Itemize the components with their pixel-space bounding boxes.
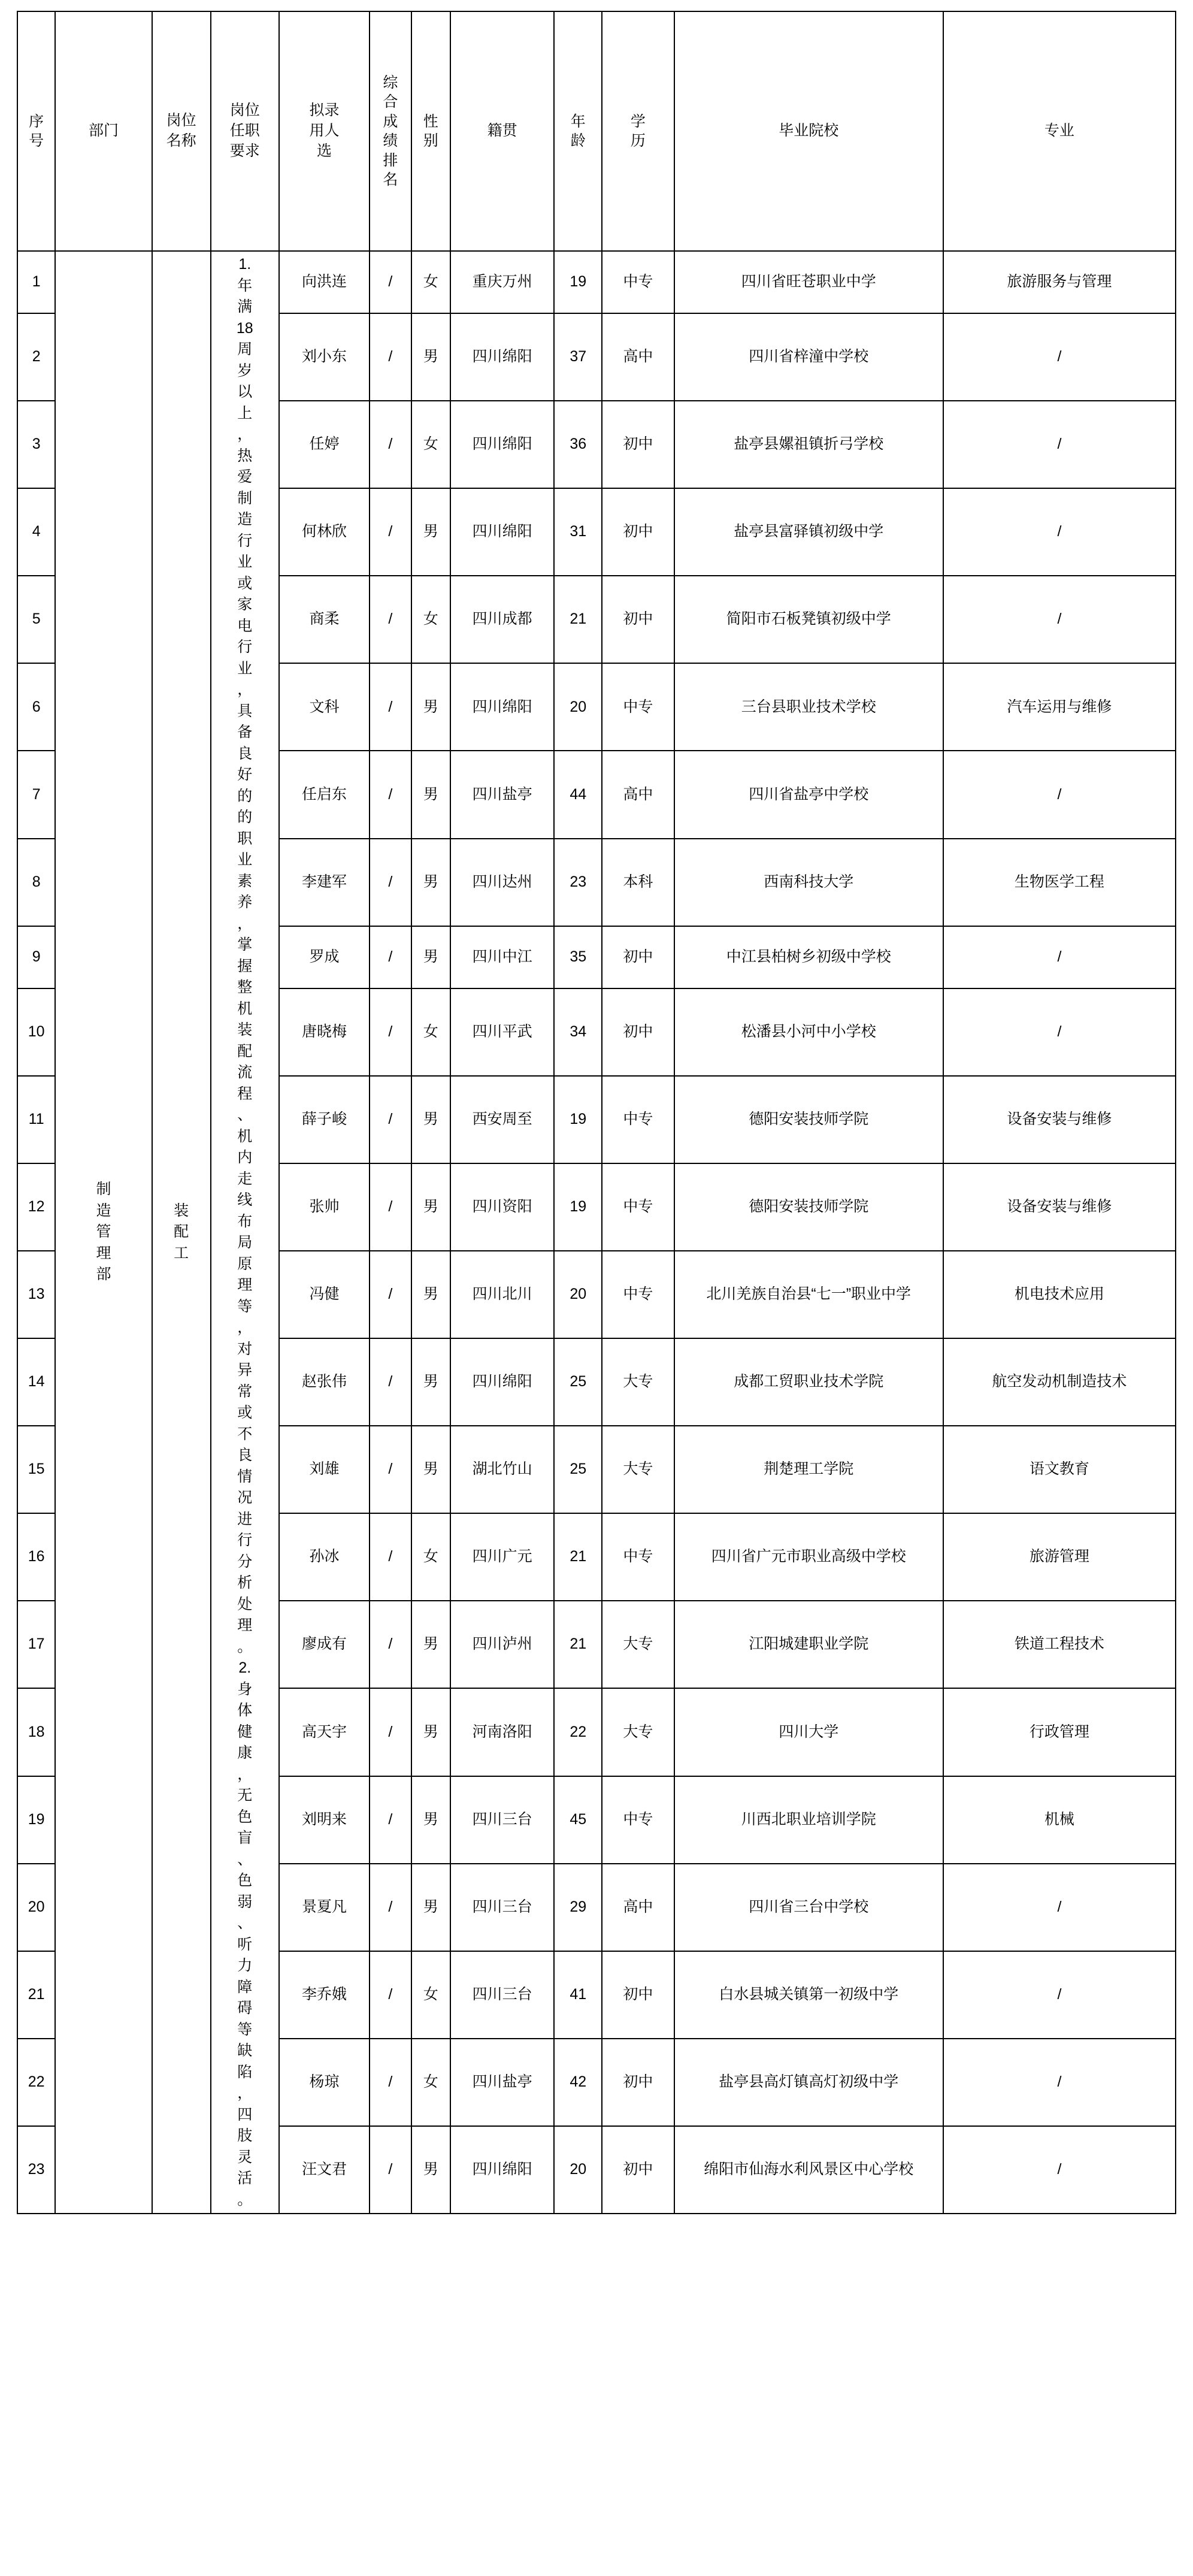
- header-candidate-text: 拟录用人选: [309, 102, 340, 159]
- cell-education: 初中: [602, 2039, 674, 2126]
- cell-education: 高中: [602, 313, 674, 401]
- header-sex-text: 性别: [423, 113, 438, 149]
- cell-requirement: [211, 251, 279, 2214]
- header-origin: [450, 11, 555, 251]
- cell-origin: 四川三台: [450, 1776, 555, 1864]
- cell-sex: 女: [411, 576, 450, 663]
- cell-rank: /: [370, 926, 411, 988]
- cell-rank: /: [370, 751, 411, 838]
- cell-sex: 女: [411, 1513, 450, 1601]
- cell-seq: 12: [17, 1163, 55, 1251]
- cell-education: 中专: [602, 1163, 674, 1251]
- cell-age: 45: [554, 1776, 602, 1864]
- cell-school: 四川省广元市职业高级中学校: [674, 1513, 943, 1601]
- cell-rank: /: [370, 576, 411, 663]
- cell-origin: 四川绵阳: [450, 1338, 555, 1426]
- cell-education: 中专: [602, 251, 674, 313]
- cell-sex: 男: [411, 663, 450, 751]
- cell-sex: 男: [411, 751, 450, 838]
- cell-origin: 四川三台: [450, 1864, 555, 1951]
- cell-age: 20: [554, 2126, 602, 2214]
- cell-school: 四川省旺苍职业中学: [674, 251, 943, 313]
- cell-seq: 3: [17, 401, 55, 488]
- cell-age: 19: [554, 1163, 602, 1251]
- cell-sex: 男: [411, 1251, 450, 1338]
- cell-candidate: 任婷: [279, 401, 370, 488]
- cell-sex: 男: [411, 1338, 450, 1426]
- cell-origin: 四川三台: [450, 1951, 555, 2039]
- cell-origin: 河南洛阳: [450, 1688, 555, 1776]
- cell-major: 汽车运用与维修: [943, 663, 1176, 751]
- cell-age: 20: [554, 1251, 602, 1338]
- cell-seq: 15: [17, 1426, 55, 1513]
- cell-age: 35: [554, 926, 602, 988]
- department-text: 制造管理部: [96, 1181, 111, 1283]
- header-origin-text: 籍贯: [487, 122, 517, 140]
- cell-major: /: [943, 401, 1176, 488]
- cell-education: 中专: [602, 1776, 674, 1864]
- cell-school: 白水县城关镇第一初级中学: [674, 1951, 943, 2039]
- cell-candidate: 冯健: [279, 1251, 370, 1338]
- cell-school: 绵阳市仙海水利风景区中心学校: [674, 2126, 943, 2214]
- cell-candidate: 廖成有: [279, 1601, 370, 1688]
- header-row: [17, 11, 1176, 251]
- cell-origin: 重庆万州: [450, 251, 555, 313]
- header-rank: [370, 11, 411, 251]
- cell-age: 21: [554, 576, 602, 663]
- cell-education: 中专: [602, 1251, 674, 1338]
- cell-education: 本科: [602, 839, 674, 926]
- cell-sex: 女: [411, 401, 450, 488]
- header-dept-text: 部门: [88, 122, 119, 140]
- cell-school: 德阳安装技师学院: [674, 1163, 943, 1251]
- cell-sex: 男: [411, 1776, 450, 1864]
- cell-origin: 四川绵阳: [450, 313, 555, 401]
- cell-school: 西南科技大学: [674, 839, 943, 926]
- cell-major: 铁道工程技术: [943, 1601, 1176, 1688]
- header-candidate: [279, 11, 370, 251]
- cell-school: 简阳市石板凳镇初级中学: [674, 576, 943, 663]
- cell-age: 20: [554, 663, 602, 751]
- cell-education: 初中: [602, 488, 674, 576]
- cell-rank: /: [370, 1338, 411, 1426]
- cell-education: 高中: [602, 751, 674, 838]
- cell-candidate: 赵张伟: [279, 1338, 370, 1426]
- cell-sex: 男: [411, 313, 450, 401]
- header-seq: [17, 11, 55, 251]
- cell-candidate: 任启东: [279, 751, 370, 838]
- table-header: [17, 11, 1176, 251]
- header-major-text: 专业: [1044, 122, 1074, 140]
- cell-seq: 6: [17, 663, 55, 751]
- cell-school: 四川省三台中学校: [674, 1864, 943, 1951]
- cell-candidate: 何林欣: [279, 488, 370, 576]
- cell-candidate: 文科: [279, 663, 370, 751]
- cell-school: 北川羌族自治县“七一”职业中学: [674, 1251, 943, 1338]
- cell-seq: 16: [17, 1513, 55, 1601]
- cell-origin: 四川达州: [450, 839, 555, 926]
- cell-seq: 10: [17, 988, 55, 1076]
- cell-seq: 14: [17, 1338, 55, 1426]
- cell-major: /: [943, 751, 1176, 838]
- cell-education: 初中: [602, 2126, 674, 2214]
- cell-candidate: 汪文君: [279, 2126, 370, 2214]
- cell-origin: 四川成都: [450, 576, 555, 663]
- header-school: [674, 11, 943, 251]
- cell-seq: 23: [17, 2126, 55, 2214]
- cell-rank: /: [370, 663, 411, 751]
- cell-school: 成都工贸职业技术学院: [674, 1338, 943, 1426]
- cell-age: 37: [554, 313, 602, 401]
- cell-major: 行政管理: [943, 1688, 1176, 1776]
- cell-candidate: 薛子峻: [279, 1076, 370, 1163]
- cell-candidate: 刘明来: [279, 1776, 370, 1864]
- cell-school: 三台县职业技术学校: [674, 663, 943, 751]
- cell-major: 旅游服务与管理: [943, 251, 1176, 313]
- cell-rank: /: [370, 1951, 411, 2039]
- cell-sex: 男: [411, 1864, 450, 1951]
- cell-sex: 女: [411, 251, 450, 313]
- cell-age: 21: [554, 1601, 602, 1688]
- cell-rank: /: [370, 1251, 411, 1338]
- cell-major: /: [943, 313, 1176, 401]
- cell-origin: 湖北竹山: [450, 1426, 555, 1513]
- cell-seq: 18: [17, 1688, 55, 1776]
- cell-seq: 7: [17, 751, 55, 838]
- cell-origin: 四川绵阳: [450, 663, 555, 751]
- cell-seq: 13: [17, 1251, 55, 1338]
- recruitment-roster-table: [17, 11, 1176, 2214]
- cell-sex: 男: [411, 839, 450, 926]
- cell-rank: /: [370, 1864, 411, 1951]
- cell-post-name: [152, 251, 211, 2214]
- cell-education: 高中: [602, 1864, 674, 1951]
- cell-sex: 男: [411, 1426, 450, 1513]
- cell-age: 29: [554, 1864, 602, 1951]
- cell-education: 大专: [602, 1601, 674, 1688]
- cell-rank: /: [370, 839, 411, 926]
- header-post-text: 岗位名称: [166, 112, 196, 149]
- cell-candidate: 李乔娥: [279, 1951, 370, 2039]
- post-name-text: 装配工: [174, 1202, 189, 1262]
- cell-origin: 四川盐亭: [450, 751, 555, 838]
- cell-seq: 4: [17, 488, 55, 576]
- table-row: [17, 251, 1176, 313]
- cell-rank: /: [370, 488, 411, 576]
- cell-age: 41: [554, 1951, 602, 2039]
- cell-age: 19: [554, 1076, 602, 1163]
- cell-origin: 四川绵阳: [450, 2126, 555, 2214]
- cell-age: 25: [554, 1426, 602, 1513]
- header-requirement-text: 岗位任职要求: [229, 102, 260, 159]
- cell-major: /: [943, 988, 1176, 1076]
- cell-candidate: 唐晓梅: [279, 988, 370, 1076]
- cell-major: /: [943, 2039, 1176, 2126]
- header-education-text: 学历: [630, 113, 646, 149]
- cell-seq: 17: [17, 1601, 55, 1688]
- cell-age: 36: [554, 401, 602, 488]
- requirement-text: 1.年满18周岁以上，热爱制造行业或家电行业，具备良好的的职业素养，掌握整机装配流程、机内走线布局原理等，对异常或不良情况进行分析处理。2.身体健康，无色盲、色弱、听力障碍等缺陷，四肢灵活。: [236, 256, 253, 2208]
- cell-seq: 11: [17, 1076, 55, 1163]
- cell-origin: 四川资阳: [450, 1163, 555, 1251]
- cell-candidate: 商柔: [279, 576, 370, 663]
- cell-rank: /: [370, 401, 411, 488]
- cell-candidate: 罗成: [279, 926, 370, 988]
- cell-candidate: 景夏凡: [279, 1864, 370, 1951]
- cell-rank: /: [370, 1688, 411, 1776]
- cell-sex: 男: [411, 1688, 450, 1776]
- cell-school: 四川省梓潼中学校: [674, 313, 943, 401]
- cell-rank: /: [370, 988, 411, 1076]
- cell-rank: /: [370, 1513, 411, 1601]
- cell-education: 初中: [602, 401, 674, 488]
- cell-sex: 男: [411, 488, 450, 576]
- cell-rank: /: [370, 1601, 411, 1688]
- cell-age: 31: [554, 488, 602, 576]
- cell-origin: 西安周至: [450, 1076, 555, 1163]
- cell-age: 21: [554, 1513, 602, 1601]
- cell-candidate: 李建军: [279, 839, 370, 926]
- cell-sex: 男: [411, 1163, 450, 1251]
- cell-education: 初中: [602, 988, 674, 1076]
- table-body: [17, 251, 1176, 2214]
- cell-school: 盐亭县富驿镇初级中学: [674, 488, 943, 576]
- header-requirement: [211, 11, 279, 251]
- cell-rank: /: [370, 2126, 411, 2214]
- cell-seq: 20: [17, 1864, 55, 1951]
- header-seq-text: 序号: [29, 113, 44, 149]
- cell-school: 盐亭县高灯镇高灯初级中学: [674, 2039, 943, 2126]
- cell-sex: 男: [411, 2126, 450, 2214]
- cell-origin: 四川绵阳: [450, 488, 555, 576]
- cell-major: /: [943, 1951, 1176, 2039]
- cell-rank: /: [370, 1163, 411, 1251]
- cell-school: 盐亭县嫘祖镇折弓学校: [674, 401, 943, 488]
- cell-education: 大专: [602, 1426, 674, 1513]
- cell-candidate: 向洪连: [279, 251, 370, 313]
- cell-major: 航空发动机制造技术: [943, 1338, 1176, 1426]
- cell-seq: 19: [17, 1776, 55, 1864]
- cell-origin: 四川平武: [450, 988, 555, 1076]
- cell-candidate: 孙冰: [279, 1513, 370, 1601]
- header-education: [602, 11, 674, 251]
- cell-major: 生物医学工程: [943, 839, 1176, 926]
- cell-seq: 1: [17, 251, 55, 313]
- cell-candidate: 高天宇: [279, 1688, 370, 1776]
- cell-school: 江阳城建职业学院: [674, 1601, 943, 1688]
- cell-age: 44: [554, 751, 602, 838]
- cell-education: 大专: [602, 1688, 674, 1776]
- cell-school: 荆楚理工学院: [674, 1426, 943, 1513]
- cell-candidate: 刘小东: [279, 313, 370, 401]
- header-rank-text: 综合成绩排名: [383, 74, 398, 188]
- cell-age: 25: [554, 1338, 602, 1426]
- cell-candidate: 杨琼: [279, 2039, 370, 2126]
- cell-rank: /: [370, 251, 411, 313]
- cell-seq: 22: [17, 2039, 55, 2126]
- cell-school: 德阳安装技师学院: [674, 1076, 943, 1163]
- cell-school: 川西北职业培训学院: [674, 1776, 943, 1864]
- cell-sex: 女: [411, 1951, 450, 2039]
- header-sex: [411, 11, 450, 251]
- header-dept: [55, 11, 152, 251]
- cell-major: 机电技术应用: [943, 1251, 1176, 1338]
- cell-department: [55, 251, 152, 2214]
- cell-origin: 四川中江: [450, 926, 555, 988]
- cell-sex: 女: [411, 988, 450, 1076]
- cell-origin: 四川盐亭: [450, 2039, 555, 2126]
- cell-major: 旅游管理: [943, 1513, 1176, 1601]
- cell-sex: 男: [411, 1601, 450, 1688]
- cell-rank: /: [370, 313, 411, 401]
- cell-major: 设备安装与维修: [943, 1076, 1176, 1163]
- cell-major: /: [943, 926, 1176, 988]
- cell-seq: 8: [17, 839, 55, 926]
- cell-education: 初中: [602, 1951, 674, 2039]
- cell-education: 中专: [602, 663, 674, 751]
- cell-seq: 9: [17, 926, 55, 988]
- cell-education: 大专: [602, 1338, 674, 1426]
- cell-origin: 四川泸州: [450, 1601, 555, 1688]
- cell-rank: /: [370, 1426, 411, 1513]
- cell-seq: 2: [17, 313, 55, 401]
- header-age-text: 年龄: [570, 113, 586, 149]
- cell-age: 23: [554, 839, 602, 926]
- cell-origin: 四川广元: [450, 1513, 555, 1601]
- cell-education: 初中: [602, 926, 674, 988]
- cell-candidate: 张帅: [279, 1163, 370, 1251]
- header-age: [554, 11, 602, 251]
- cell-major: 语文教育: [943, 1426, 1176, 1513]
- cell-origin: 四川绵阳: [450, 401, 555, 488]
- cell-age: 19: [554, 251, 602, 313]
- cell-major: /: [943, 488, 1176, 576]
- cell-major: 设备安装与维修: [943, 1163, 1176, 1251]
- cell-school: 四川省盐亭中学校: [674, 751, 943, 838]
- cell-sex: 男: [411, 1076, 450, 1163]
- header-major: [943, 11, 1176, 251]
- cell-candidate: 刘雄: [279, 1426, 370, 1513]
- cell-rank: /: [370, 1076, 411, 1163]
- cell-major: /: [943, 1864, 1176, 1951]
- cell-origin: 四川北川: [450, 1251, 555, 1338]
- cell-school: 四川大学: [674, 1688, 943, 1776]
- header-school-text: 毕业院校: [779, 122, 839, 140]
- cell-age: 42: [554, 2039, 602, 2126]
- cell-education: 中专: [602, 1513, 674, 1601]
- cell-school: 松潘县小河中小学校: [674, 988, 943, 1076]
- cell-seq: 5: [17, 576, 55, 663]
- cell-rank: /: [370, 2039, 411, 2126]
- cell-age: 22: [554, 1688, 602, 1776]
- cell-education: 初中: [602, 576, 674, 663]
- cell-seq: 21: [17, 1951, 55, 2039]
- header-post: [152, 11, 211, 251]
- cell-sex: 女: [411, 2039, 450, 2126]
- cell-rank: /: [370, 1776, 411, 1864]
- cell-major: /: [943, 2126, 1176, 2214]
- cell-education: 中专: [602, 1076, 674, 1163]
- cell-school: 中江县柏树乡初级中学校: [674, 926, 943, 988]
- cell-sex: 男: [411, 926, 450, 988]
- cell-major: /: [943, 576, 1176, 663]
- cell-age: 34: [554, 988, 602, 1076]
- cell-major: 机械: [943, 1776, 1176, 1864]
